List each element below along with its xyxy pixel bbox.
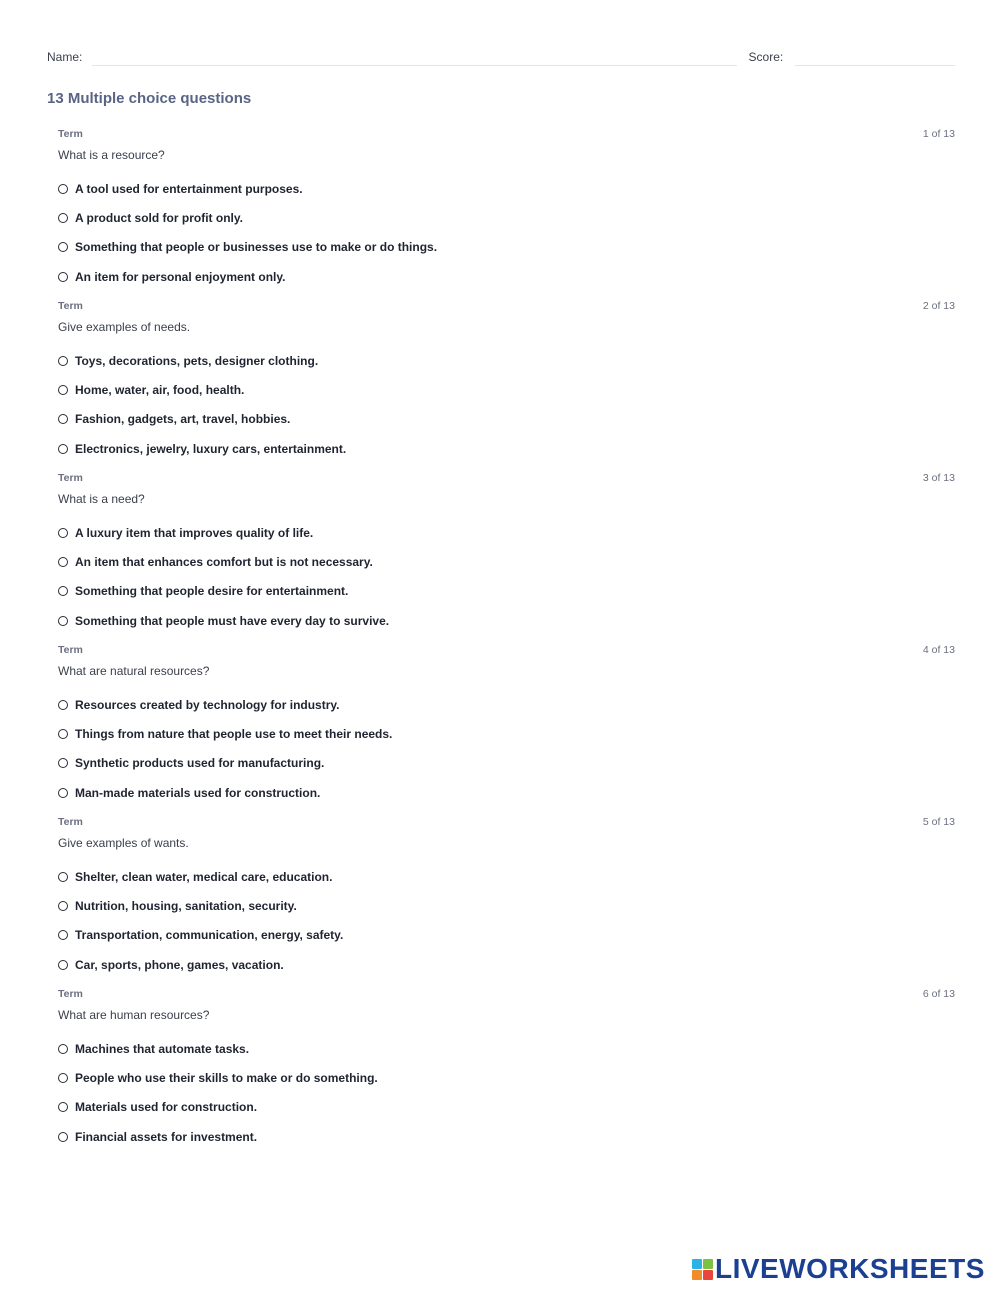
question-header (58, 816, 955, 832)
logo-mark-icon (692, 1259, 713, 1280)
question-counter: 4 of 13 (922, 644, 955, 656)
term-label: Term (58, 128, 83, 140)
option-label: Synthetic products used for manufacturing. (75, 756, 325, 771)
question-prompt: Give examples of wants. (58, 836, 189, 850)
radio-button[interactable] (58, 700, 68, 710)
answer-option[interactable] (58, 174, 955, 203)
answer-option[interactable] (58, 434, 955, 463)
answer-options (58, 518, 955, 636)
question-header (58, 988, 955, 1004)
answer-option[interactable] (58, 1122, 955, 1151)
question-header (58, 644, 955, 660)
option-label: Something that people or businesses use to make or do things. (75, 240, 438, 255)
answer-option[interactable] (58, 375, 955, 404)
answer-options (58, 862, 955, 980)
question-counter: 1 of 13 (922, 128, 955, 140)
question-header (58, 300, 955, 316)
radio-button[interactable] (58, 356, 68, 366)
option-label: Shelter, clean water, medical care, education. (75, 869, 333, 884)
answer-option[interactable] (58, 862, 955, 891)
question-counter: 5 of 13 (922, 816, 955, 828)
term-label: Term (58, 816, 83, 828)
term-label: Term (58, 988, 83, 1000)
question-prompt: Give examples of needs. (58, 320, 191, 334)
option-label: Car, sports, phone, games, vacation. (75, 957, 284, 972)
radio-button[interactable] (58, 758, 68, 768)
option-label: A product sold for profit only. (75, 211, 243, 226)
answer-option[interactable] (58, 891, 955, 920)
radio-button[interactable] (58, 1132, 68, 1142)
radio-button[interactable] (58, 414, 68, 424)
answer-option[interactable] (58, 749, 955, 778)
answer-option[interactable] (58, 577, 955, 606)
question-block (58, 644, 955, 816)
radio-button[interactable] (58, 1044, 68, 1054)
radio-button[interactable] (58, 960, 68, 970)
answer-option[interactable] (58, 606, 955, 635)
option-label: Materials used for construction. (75, 1100, 258, 1115)
option-label: People who use their skills to make or do something. (75, 1071, 378, 1086)
question-block (58, 300, 955, 472)
question-counter: 3 of 13 (922, 472, 955, 484)
answer-option[interactable] (58, 690, 955, 719)
question-block (58, 472, 955, 644)
liveworksheets-logo (692, 1253, 985, 1284)
name-label: Name: (47, 50, 83, 64)
answer-option[interactable] (58, 203, 955, 232)
question-counter: 2 of 13 (922, 300, 955, 312)
radio-button[interactable] (58, 213, 68, 223)
answer-option[interactable] (58, 233, 955, 262)
question-prompt: What are natural resources? (58, 664, 210, 678)
answer-option[interactable] (58, 262, 955, 291)
question-block (58, 128, 955, 300)
answer-option[interactable] (58, 719, 955, 748)
option-label: Electronics, jewelry, luxury cars, entertainment. (75, 441, 347, 456)
option-label: Something that people desire for entertainment. (75, 584, 349, 599)
option-label: Fashion, gadgets, art, travel, hobbies. (75, 412, 291, 427)
option-label: Machines that automate tasks. (75, 1041, 250, 1056)
answer-options (58, 346, 955, 464)
option-label: An item that enhances comfort but is not necessary. (75, 555, 373, 570)
question-header (58, 128, 955, 144)
question-header (58, 472, 955, 488)
radio-button[interactable] (58, 616, 68, 626)
answer-option[interactable] (58, 518, 955, 547)
option-label: Man-made materials used for construction. (75, 785, 321, 800)
option-label: Home, water, air, food, health. (75, 383, 245, 398)
radio-button[interactable] (58, 586, 68, 596)
question-block (58, 816, 955, 988)
question-counter: 6 of 13 (922, 988, 955, 1000)
name-field[interactable] (92, 49, 736, 66)
radio-button[interactable] (58, 184, 68, 194)
radio-button[interactable] (58, 528, 68, 538)
radio-button[interactable] (58, 930, 68, 940)
option-label: Financial assets for investment. (75, 1129, 258, 1144)
radio-button[interactable] (58, 444, 68, 454)
radio-button[interactable] (58, 557, 68, 567)
answer-options (58, 690, 955, 808)
radio-button[interactable] (58, 729, 68, 739)
radio-button[interactable] (58, 242, 68, 252)
question-prompt: What is a resource? (58, 148, 165, 162)
option-label: Resources created by technology for industry. (75, 697, 340, 712)
term-label: Term (58, 644, 83, 656)
question-block (58, 988, 955, 1160)
score-field[interactable] (795, 49, 955, 66)
answer-option[interactable] (58, 950, 955, 979)
radio-button[interactable] (58, 272, 68, 282)
header-row (47, 48, 955, 66)
answer-option[interactable] (58, 1034, 955, 1063)
radio-button[interactable] (58, 1073, 68, 1083)
logo-text: LIVEWORKSHEETS (715, 1253, 985, 1284)
question-list (58, 128, 955, 1160)
answer-option[interactable] (58, 346, 955, 375)
answer-option[interactable] (58, 1093, 955, 1122)
score-label: Score: (748, 50, 784, 64)
term-label: Term (58, 300, 83, 312)
section-title: 13 Multiple choice questions (47, 90, 252, 107)
radio-button[interactable] (58, 788, 68, 798)
answer-option[interactable] (58, 921, 955, 950)
radio-button[interactable] (58, 872, 68, 882)
radio-button[interactable] (58, 901, 68, 911)
option-label: A tool used for entertainment purposes. (75, 181, 303, 196)
question-prompt: What are human resources? (58, 1008, 210, 1022)
term-label: Term (58, 472, 83, 484)
option-label: Things from nature that people use to meet their needs. (75, 727, 393, 742)
answer-option[interactable] (58, 405, 955, 434)
option-label: A luxury item that improves quality of life. (75, 525, 314, 540)
radio-button[interactable] (58, 385, 68, 395)
option-label: An item for personal enjoyment only. (75, 269, 286, 284)
answer-options (58, 174, 955, 292)
radio-button[interactable] (58, 1102, 68, 1112)
question-prompt: What is a need? (58, 492, 145, 506)
answer-option[interactable] (58, 547, 955, 576)
option-label: Something that people must have every day to survive. (75, 613, 390, 628)
option-label: Toys, decorations, pets, designer clothing. (75, 353, 319, 368)
answer-option[interactable] (58, 1063, 955, 1092)
answer-options (58, 1034, 955, 1152)
answer-option[interactable] (58, 778, 955, 807)
option-label: Nutrition, housing, sanitation, security. (75, 899, 297, 914)
option-label: Transportation, communication, energy, safety. (75, 928, 344, 943)
